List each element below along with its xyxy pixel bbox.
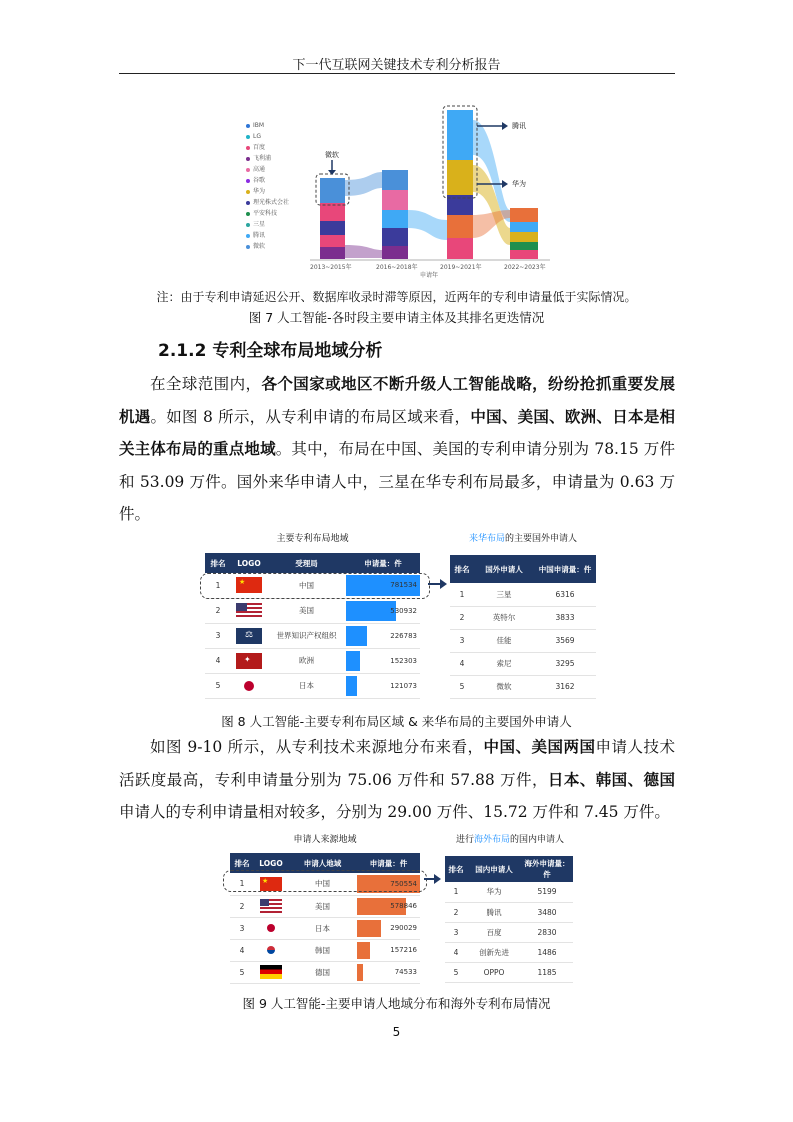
bar — [357, 964, 363, 981]
legend-label: 腾讯 — [253, 232, 266, 239]
paragraph-2 — [119, 731, 675, 829]
rank-cell: 5 — [445, 962, 467, 982]
fig7-note: 注：由于专利申请延迟公开、数据库收录时滞等原因，近两年的专利申请量低于实际情况。 — [156, 290, 637, 304]
header-rule — [119, 73, 675, 74]
legend-label: 高通 — [253, 166, 266, 173]
para1-bold: 中国、美国、欧洲、日本是相关主体布局的重点地域 — [119, 406, 675, 458]
fig9-right-header: 国内申请人 — [467, 856, 521, 882]
rank-cell: 3 — [450, 629, 474, 652]
rank-cell: 5 — [230, 961, 254, 983]
fig9-right-title-highlight: 海外布局 — [473, 835, 510, 845]
fig9-left-title: 申请人来源地域 — [293, 835, 357, 845]
rank-cell: 1 — [445, 882, 467, 902]
china-flag-icon: ★ — [236, 577, 262, 593]
fig7-bar — [320, 247, 345, 259]
applicant-cell: 佳能 — [474, 629, 534, 652]
legend-label: IBM — [253, 122, 265, 129]
fig9-right-header: 海外申请量：件 — [521, 856, 573, 882]
fig7-bar — [320, 203, 345, 221]
fig8-right-header: 国外申请人 — [474, 555, 534, 583]
fig9-right-title-prefix: 进行 — [455, 835, 474, 845]
fig7-bar — [447, 160, 473, 195]
fig8-arrow-icon — [428, 574, 448, 594]
rank-cell: 2 — [450, 606, 474, 629]
office-cell: 欧洲 — [267, 648, 346, 673]
rank-cell: 4 — [450, 652, 474, 675]
bar-value: 152303 — [390, 656, 417, 665]
fig7-bar — [382, 246, 408, 259]
germany-flag-icon — [260, 965, 282, 979]
fig9-right-table-wrap — [445, 856, 573, 983]
fig7-bar — [447, 110, 473, 160]
fig7-bar — [382, 170, 408, 190]
legend-label: 微软 — [253, 243, 266, 250]
fig9-header: 排名 — [230, 853, 254, 873]
bar — [346, 601, 396, 621]
para2-text: 申请人技术活跃度最高，专利申请量分别为 75.06 万件和 57.88 万件， — [119, 738, 675, 789]
value-cell: 3162 — [534, 675, 596, 698]
para1-text: 在全球范围内， — [150, 375, 262, 393]
fig8-right-header: 排名 — [450, 555, 474, 583]
bar-cell — [346, 623, 420, 648]
fig7-flow — [345, 245, 382, 258]
applicant-cell: 百度 — [467, 922, 521, 942]
applicant-cell: 华为 — [467, 882, 521, 902]
rank-cell: 3 — [205, 623, 231, 648]
value-cell: 3833 — [534, 606, 596, 629]
value-cell: 3295 — [534, 652, 596, 675]
bar-value: 781534 — [390, 581, 417, 590]
fig7-period-label: 2013~2015年 — [310, 264, 352, 271]
para1-text: 。其中，布局在中国、美国的专利申请分别为 78.15 万件和 53.09 万件。国外来华申请人中，三星在华专利布局最多，申请量为 0.63 万件。 — [119, 440, 675, 523]
fig7-callout-weiruan: 微软 — [325, 151, 339, 159]
legend-label: 谷歌 — [253, 177, 266, 184]
table-row — [450, 675, 596, 698]
bar-value: 578846 — [390, 902, 417, 910]
fig8-right-title-suffix: 的主要国外申请人 — [505, 534, 578, 544]
fig7-flow — [408, 210, 447, 240]
running-header: 下一代互联网关键技术专利分析报告 — [292, 58, 501, 73]
rank-cell: 1 — [230, 873, 254, 895]
flag-cell — [231, 673, 267, 698]
applicant-cell: OPPO — [467, 962, 521, 982]
figure-7 — [240, 100, 560, 280]
region-cell: 德国 — [288, 961, 357, 983]
fig9-header: LOGO — [254, 853, 288, 873]
value-cell: 2830 — [521, 922, 573, 942]
fig7-bar — [320, 235, 345, 247]
value-cell: 1185 — [521, 962, 573, 982]
para2-text: 如图 9-10 所示，从专利技术来源地分布来看， — [150, 738, 484, 756]
legend-label: 平安科技 — [253, 210, 278, 217]
rank-cell: 5 — [450, 675, 474, 698]
rank-cell: 3 — [230, 917, 254, 939]
table-row — [445, 902, 573, 922]
rank-cell: 5 — [205, 673, 231, 698]
fig9-arrow-icon — [424, 869, 442, 889]
usa-flag-icon — [236, 603, 262, 619]
rank-cell: 1 — [450, 583, 474, 606]
wipo-logo-icon: ⚖ — [236, 628, 262, 644]
korea-flag-icon — [260, 943, 282, 957]
bar-cell — [346, 598, 420, 623]
table-row — [450, 583, 596, 606]
legend-label: 理光株式会社 — [253, 199, 290, 206]
applicant-cell: 三星 — [474, 583, 534, 606]
bar-value: 157216 — [390, 946, 417, 954]
flag-cell — [254, 939, 288, 961]
fig7-period-label: 2022~2023年 — [504, 264, 546, 271]
fig7-period-label: 2016~2018年 — [376, 264, 418, 271]
rank-cell: 3 — [445, 922, 467, 942]
fig7-bar — [447, 215, 473, 238]
table-row — [230, 895, 420, 917]
fig8-header: 受理局 — [267, 553, 346, 573]
epo-logo-icon: ✦ — [236, 653, 262, 669]
fig7-period-label: 2019~2021年 — [440, 264, 482, 271]
fig7-callout-tengxun: 腾讯 — [512, 122, 526, 130]
fig9-right-title-suffix: 的国内申请人 — [510, 835, 565, 845]
china-flag-icon: ★ — [260, 877, 282, 891]
fig8-header: 申请量：件 — [346, 553, 420, 573]
office-cell: 中国 — [267, 573, 346, 598]
value-cell: 3480 — [521, 902, 573, 922]
bar-value: 226783 — [390, 631, 417, 640]
fig7-arrowhead — [328, 170, 336, 175]
fig7-caption: 图 7 人工智能-各时段主要申请主体及其排名更迭情况 — [248, 310, 545, 325]
applicant-cell: 腾讯 — [467, 902, 521, 922]
fig7-bar — [510, 232, 538, 242]
fig7-bar — [510, 242, 538, 250]
region-cell: 美国 — [288, 895, 357, 917]
flag-cell — [231, 598, 267, 623]
rank-cell: 2 — [230, 895, 254, 917]
fig8-right-header: 中国申请量：件 — [534, 555, 596, 583]
table-row — [445, 922, 573, 942]
table-row — [230, 917, 420, 939]
bar — [346, 626, 367, 646]
fig8-caption: 图 8 人工智能-主要专利布局区域 & 来华布局的主要国外申请人 — [221, 714, 572, 729]
fig7-bar — [320, 178, 345, 203]
bar — [357, 920, 381, 937]
fig8-right-table-wrap — [450, 555, 596, 699]
fig9-header: 申请人地域 — [288, 853, 357, 873]
table-row — [205, 623, 420, 648]
table-row — [450, 606, 596, 629]
office-cell: 美国 — [267, 598, 346, 623]
fig8-header: 排名 — [205, 553, 231, 573]
fig9-caption: 图 9 人工智能-主要申请人地域分布和海外专利布局情况 — [242, 996, 551, 1011]
rank-cell: 4 — [230, 939, 254, 961]
table-row — [205, 648, 420, 673]
flag-cell — [254, 895, 288, 917]
table-row — [445, 942, 573, 962]
bar-value: 121073 — [390, 681, 417, 690]
value-cell: 1486 — [521, 942, 573, 962]
office-cell: 日本 — [267, 673, 346, 698]
legend-label: 百度 — [253, 144, 266, 151]
bar-cell — [346, 673, 420, 698]
japan-flag-icon — [260, 921, 282, 935]
bar-cell — [357, 961, 420, 983]
region-cell: 日本 — [288, 917, 357, 939]
bar — [346, 651, 360, 671]
legend-label: LG — [253, 133, 261, 140]
bar — [357, 942, 370, 959]
legend-label: 华为 — [253, 188, 266, 195]
table-row — [230, 939, 420, 961]
bar-cell — [357, 939, 420, 961]
fig8-left-title: 主要专利布局地域 — [276, 534, 349, 544]
japan-flag-icon — [236, 678, 262, 694]
fig8-highlight-box — [200, 573, 430, 599]
fig9-highlight-box — [223, 870, 427, 892]
table-row — [205, 598, 420, 623]
applicant-cell: 英特尔 — [474, 606, 534, 629]
applicant-cell: 微软 — [474, 675, 534, 698]
fig7-callout-huawei: 华为 — [512, 180, 526, 188]
bar-value: 750554 — [390, 879, 417, 888]
rank-cell: 1 — [205, 573, 231, 598]
fig9-right-header: 排名 — [445, 856, 467, 882]
fig7-bar — [510, 250, 538, 259]
table-row — [450, 652, 596, 675]
paragraph-1 — [119, 368, 675, 531]
bar-value: 530932 — [390, 606, 417, 615]
para2-text: 申请人的专利申请量相对较多，分别为 29.00 万件、15.72 万件和 7.45 万件。 — [119, 803, 670, 821]
table-row — [230, 961, 420, 983]
fig8-right-title — [448, 531, 598, 544]
rank-cell: 4 — [205, 648, 231, 673]
rank-cell: 2 — [205, 598, 231, 623]
bar-cell — [357, 895, 420, 917]
flag-cell — [231, 648, 267, 673]
table-row — [445, 962, 573, 982]
office-cell: 世界知识产权组织 — [267, 623, 346, 648]
fig7-bar — [510, 208, 538, 222]
bar-cell — [357, 917, 420, 939]
fig7-bar — [382, 210, 408, 228]
bar-cell — [346, 648, 420, 673]
legend-label: 三星 — [253, 221, 266, 228]
flag-cell — [231, 623, 267, 648]
bar-value: 74533 — [394, 968, 417, 976]
table-row — [450, 629, 596, 652]
fig7-axis-label: 申请年 — [420, 272, 439, 279]
region-cell: 中国 — [288, 873, 357, 895]
para2-bold: 中国、美国两国 — [483, 737, 596, 756]
page-number: 5 — [392, 1025, 401, 1039]
applicant-cell: 索尼 — [474, 652, 534, 675]
legend-label: 飞利浦 — [253, 155, 272, 162]
fig8-header: LOGO — [231, 553, 267, 573]
fig8-right-table — [450, 555, 596, 699]
fig7-bar — [510, 222, 538, 232]
fig7-bar — [382, 228, 408, 246]
value-cell: 5199 — [521, 882, 573, 902]
bar-value: 290029 — [390, 924, 417, 932]
fig9-right-table — [445, 856, 573, 983]
applicant-cell: 创新先进 — [467, 942, 521, 962]
fig9-header: 申请量：件 — [357, 853, 420, 873]
fig8-right-title-highlight: 来华布局 — [468, 534, 505, 544]
usa-flag-icon — [260, 899, 282, 913]
fig7-flow — [345, 172, 382, 196]
flag-cell — [254, 917, 288, 939]
fig7-arrowhead — [502, 180, 508, 188]
flag-cell — [254, 961, 288, 983]
para1-text: 。如图 8 所示，从专利申请的布局区域来看， — [150, 407, 471, 426]
region-cell: 韩国 — [288, 939, 357, 961]
fig9-right-title — [440, 832, 580, 845]
fig7-bar — [320, 221, 345, 235]
value-cell: 6316 — [534, 583, 596, 606]
para2-bold: 日本、韩国、德国 — [547, 769, 675, 789]
bar — [346, 676, 357, 696]
table-row — [205, 673, 420, 698]
rank-cell: 2 — [445, 902, 467, 922]
value-cell: 3569 — [534, 629, 596, 652]
para1-bold: 各个国家或地区不断升级人工智能战略，纷纷抢抓重要发展机遇 — [119, 374, 675, 426]
rank-cell: 4 — [445, 942, 467, 962]
table-row — [445, 882, 573, 902]
fig7-bar — [382, 190, 408, 210]
fig7-bar — [447, 238, 473, 259]
fig7-arrowhead — [502, 122, 508, 130]
section-heading: 2.1.2 专利全球布局地域分析 — [158, 341, 383, 361]
